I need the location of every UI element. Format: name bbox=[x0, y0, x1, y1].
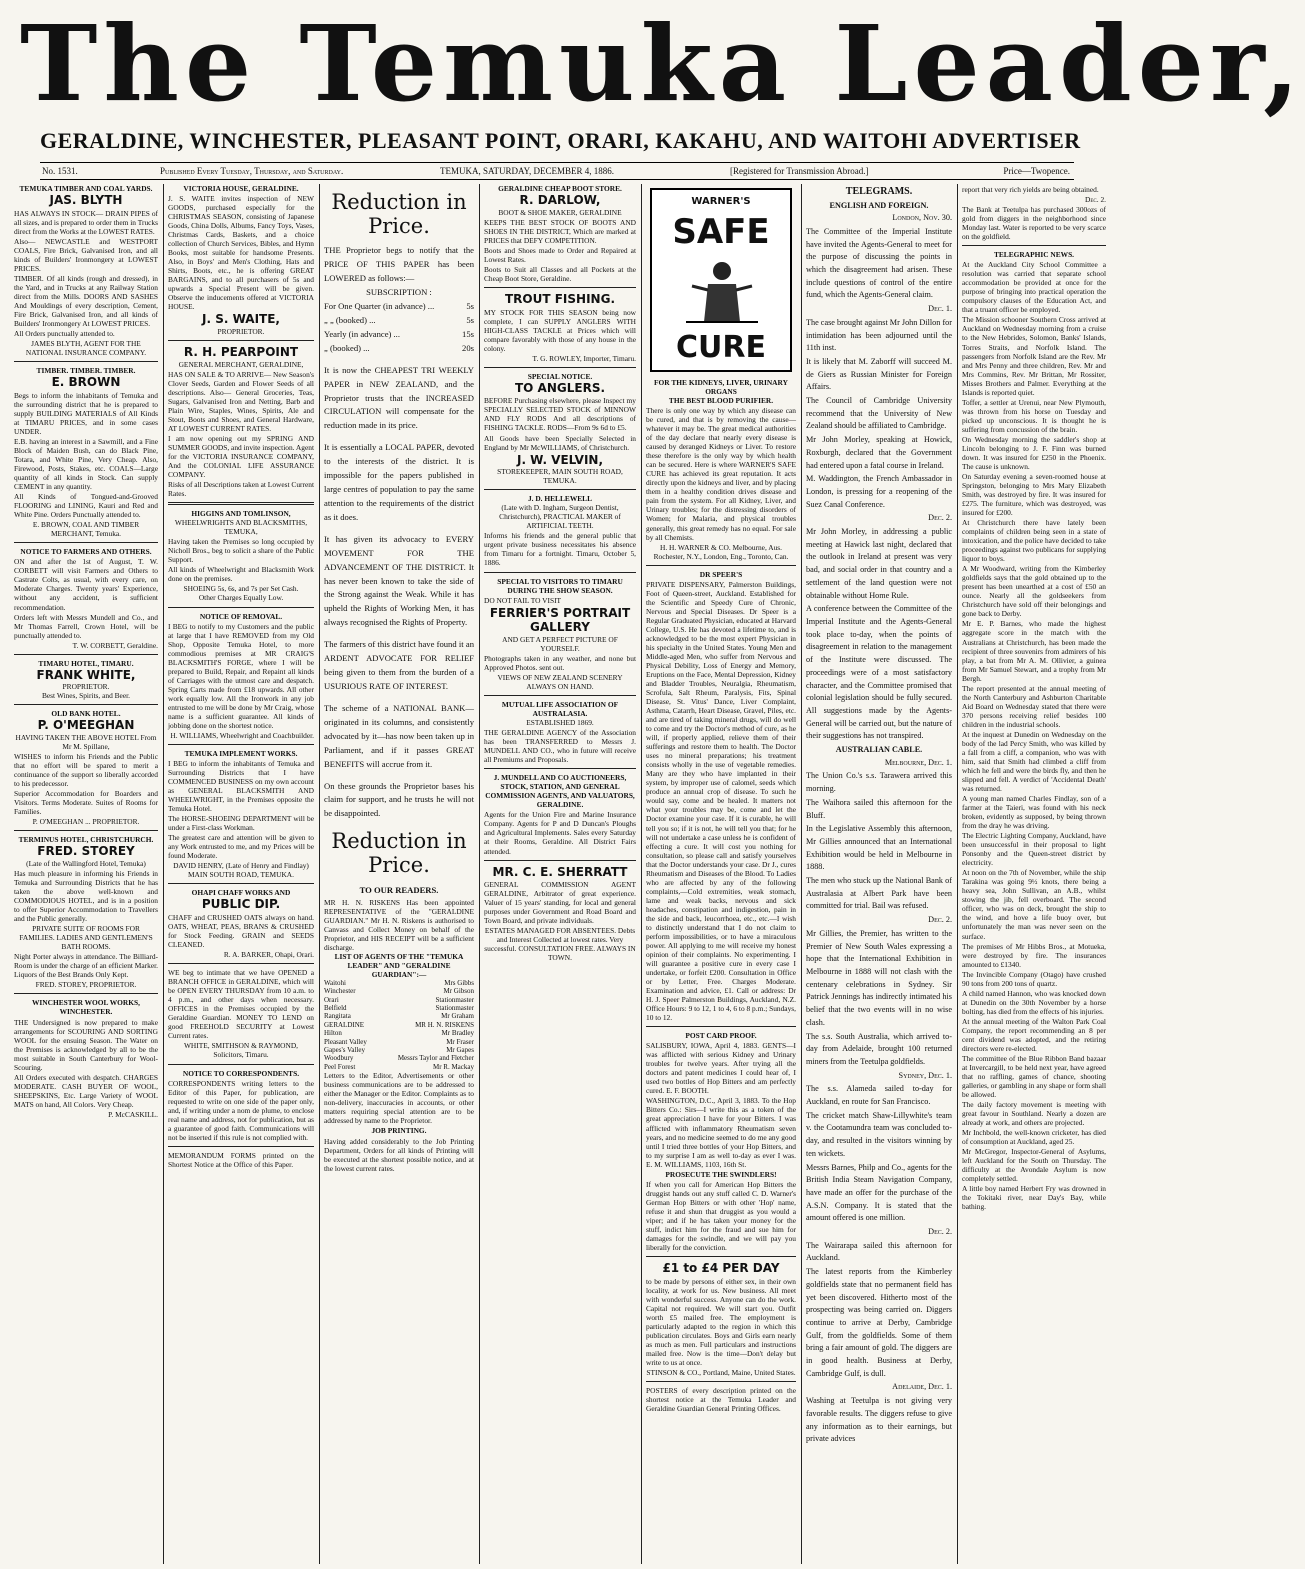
advert-heading: DR SPEER'S bbox=[699, 569, 743, 579]
advert-heading: OHAPI CHAFF WORKS AND bbox=[191, 888, 291, 898]
centered-line: JAMES BLYTH, AGENT FOR THE NATIONAL INSURANCE COMPANY. bbox=[25, 339, 147, 358]
dateline-entry: Dec. 2. bbox=[928, 1227, 952, 1237]
advert-heading: R. H. PEARPOINT bbox=[183, 345, 299, 360]
agent-name: Mr Fraser bbox=[446, 1037, 474, 1046]
paragraph: The Invincible Company (Otago) have crushed 90 tons from 200 tons of quartz. bbox=[962, 969, 1106, 988]
advert-heading: J. S. WAITE, bbox=[202, 312, 280, 327]
centered-line: GENERAL MERCHANT, GERALDINE, bbox=[178, 359, 304, 369]
column-3 bbox=[324, 184, 474, 1564]
paragraph: The Mission schooner Southern Cross arrived at Auckland on Wednesday morning from a cruise to the New Hebrides, Solomon, Banks' Islands, Torres Straits, and Norfolk Island. The passengers from Norfolk Island are the Rev. Mr and Mrs Penny and three children, Rev. Mr and Mrs Commins, Rev. Mr Brittan, Mr Rossiter, Misses Brothers and Palmer. Everything at the Islands is reported quiet. bbox=[962, 315, 1106, 397]
centered-line: AND GET A PERFECT PICTURE OF YOURSELF. bbox=[502, 634, 618, 653]
centered-line: PRIVATE SUITE OF ROOMS FOR FAMILIES. LADIES AND GENTLEMEN'S BATH ROOMS. bbox=[19, 924, 153, 952]
dateline-entry: Adelaide, Dec. 1. bbox=[892, 1382, 952, 1392]
agent-name: Mrs Gibbs bbox=[444, 978, 474, 987]
centered-line: H. H. WARNER & CO. Melbourne, Aus. Rochester, N.Y., London, Eng., Toronto, Can. bbox=[653, 542, 789, 561]
paragraph: Boots to Suit all Classes and all Pockets at the Cheap Boot Store, Geraldine. bbox=[484, 264, 636, 283]
signature-line: T. W. CORBETT, Geraldine. bbox=[72, 640, 158, 650]
rule bbox=[646, 565, 796, 566]
rule bbox=[484, 489, 636, 490]
paragraph: Mr Inchbold, the well-known cricketer, has died of consumption at Auckland, aged 25. bbox=[962, 1128, 1106, 1147]
column-5-text bbox=[646, 378, 796, 1413]
paragraph: A young man named Charles Findlay, son of a farmer at the Taieri, was found with his neck broken, evidently as supposed, by being thrown from the dray he was driving. bbox=[962, 794, 1106, 831]
rule bbox=[168, 1064, 314, 1065]
paragraph: J. S. WAITE invites inspection of NEW GOODS, purchased especially for the CHRISTMAS SEASON, consisting of Japanese Goods, China Dolls, Albums, Fancy Toys, Vases, Christmas Cards, Baskets, and a choice collection of Church Services, Bibles, and Hymn Books, most suitable for handsome Presents. Also, in Boys' and Men's Clothing, Hats and Shirts, Boots, etc., he is offering GREAT BARGAINS, and to all purchasers of 5s and upwards a Special Present will be given. Observe the inducements offered at VICTORIA HOUSE. bbox=[168, 194, 314, 312]
subscription-rates bbox=[324, 300, 474, 356]
advert-heading: TEMUKA IMPLEMENT WORKS. bbox=[184, 748, 298, 758]
advert-heading: NOTICE TO CORRESPONDENTS. bbox=[182, 1068, 300, 1078]
paragraph: WISHES to inform his Friends and the Public that no effort will be spared to merit a continuance of the support so liberally accorded to his predecessor. bbox=[14, 752, 158, 789]
signature-line: H. WILLIAMS, Wheelwright and Coachbuilder. bbox=[170, 730, 314, 740]
rule bbox=[14, 704, 158, 705]
signature-line: P. McCASKILL. bbox=[108, 1109, 158, 1119]
registration-note: [Registered for Transmission Abroad.] bbox=[730, 166, 869, 176]
rule bbox=[484, 367, 636, 368]
advert-heading: MUTUAL LIFE ASSOCIATION OF AUSTRALASIA. bbox=[501, 700, 619, 719]
agent-place: GERALDINE bbox=[324, 1020, 365, 1029]
paragraph: KEEPS THE BEST STOCK OF BOOTS AND SHOES IN THE DISTRICT, Which are marked at PRICES that DEFY COMPETITION. bbox=[484, 217, 636, 245]
advert-heading: HIGGINS AND TOMLINSON, bbox=[191, 509, 291, 519]
agent-place: Gapes's Valley bbox=[324, 1045, 365, 1054]
rule bbox=[168, 1146, 314, 1147]
column-6 bbox=[806, 184, 952, 1564]
agent-place: Hilton bbox=[324, 1029, 342, 1038]
paragraph: A conference between the Committee of the Imperial Institute and the Agents-General took place to-day, when the points of disagreement in relation to the management of the Institute were discussed. The proceedings were of a most satisfactory character, and the Committee promised that colonial legislation should be fully secured. All suggestions made by the Agents-General will be carried out, but the nature of their suggestions has not transpired. bbox=[806, 604, 952, 741]
signature-line: R. A. BARKER, Ohapi, Orari. bbox=[223, 950, 314, 960]
agent-name: Mr Gapes bbox=[446, 1045, 474, 1054]
paragraph: DO NOT FAIL TO VISIT bbox=[484, 595, 562, 605]
centered-line: SHOEING 5s, 6s, and 7s per Set Cash. bbox=[183, 584, 299, 594]
column-2 bbox=[168, 184, 314, 1564]
paragraph: The farmers of this district have found it an ARDENT ADVOCATE FOR RELIEF being given to them from the burden of a USURIOUS RATE OF INTEREST. bbox=[324, 639, 474, 692]
rule bbox=[168, 963, 314, 964]
advert-heading: E. BROWN bbox=[51, 375, 121, 390]
centered-line: PROPRIETOR. bbox=[217, 327, 265, 337]
columns bbox=[14, 184, 1106, 1564]
dateline-entry: Sydney, Dec. 1. bbox=[898, 1070, 952, 1080]
agent-name: MR H. N. RISKENS bbox=[415, 1020, 474, 1029]
paragraph: The committee of the Blue Ribbon Band bazaar at Invercargill, to be held next year, have agreed that no raffling, games of chance, shooting galleries, or gambling in any shape or form shall be allowed. bbox=[962, 1053, 1106, 1100]
paragraph: It is essentially a LOCAL PAPER, devoted to the interests of the district. It is impossible for the papers published in large centres of population to pay the same attention to the requirements of the district as it does. bbox=[324, 442, 474, 522]
rule bbox=[646, 1026, 796, 1027]
centered-line: BOOT & SHOE MAKER, GERALDINE bbox=[498, 207, 622, 217]
rule bbox=[168, 340, 314, 341]
agent-name: Mr Graham bbox=[441, 1012, 474, 1021]
paragraph: At noon on the 7th of November, while the ship Tarakina was going 9½ knots, there being a heavy sea, John Sullivan, an A.B., whilst stowing the jib, fell overboard. The second officer, who was on deck, brought the ship to the wind, and hove a life buoy over, but unfortunately the man was never seen on the surface. bbox=[962, 868, 1106, 941]
advert-heading: PROSECUTE THE SWINDLERS! bbox=[665, 1169, 777, 1179]
rule bbox=[484, 287, 636, 288]
agent-name: Mr Gibson bbox=[443, 987, 474, 996]
paragraph: MEMORANDUM FORMS printed on the Shortest Notice at the Office of this Paper. bbox=[168, 1150, 314, 1169]
advert-heading: NOTICE OF REMOVAL. bbox=[199, 611, 283, 621]
column-4 bbox=[484, 184, 636, 1564]
english-foreign-heading: ENGLISH AND FOREIGN. bbox=[829, 200, 929, 210]
centered-line: WHEELWRIGHTS AND BLACKSMITHS, TEMUKA, bbox=[174, 518, 308, 537]
agent-place: Pleasant Valley bbox=[324, 1037, 367, 1046]
agent-row bbox=[324, 1021, 474, 1029]
reduction-heading: Reduction in Price. bbox=[331, 190, 467, 239]
advert-heading: FRANK WHITE, bbox=[36, 667, 136, 682]
paragraph: CORRESPONDENTS writing letters to the Editor of this Paper, for publication, are requested to write on one side of the paper only, and, if writing under a nom de plume, to enclose real name and address, not for publication, but as a guarantee of good faith. Communications will not be inserted if this rule is not complied with. bbox=[168, 1078, 314, 1142]
paragraph: Having taken the Premises so long occupied by Nicholl Bros., beg to solicit a share of the Public Support. bbox=[168, 537, 314, 565]
agents-heading: LIST OF AGENTS OF THE "TEMUKA LEADER" AND "GERALDINE GUARDIAN":— bbox=[334, 951, 464, 979]
paragraph: SALISBURY, IOWA, April 4, 1883. GENTS—I was afflicted with serious Kidney and Urinary troubles for twelve years. After trying all the doctors and patent medicines I could hear of, I used two bottles of Hop Bitters and am perfectly cured. E. F. BOOTH. bbox=[646, 1041, 796, 1096]
rate-row bbox=[324, 342, 474, 356]
rate-row bbox=[324, 300, 474, 314]
paragraph: M. Waddington, the French Ambassador in London, is pressing for a reopening of the Suez Canal Conference. bbox=[806, 474, 952, 509]
paragraph: The HORSE-SHOEING DEPARTMENT will be under a First-class Workman. bbox=[168, 814, 314, 833]
rule bbox=[484, 860, 636, 861]
rule bbox=[14, 654, 158, 655]
centered-line: PROPRIETOR. bbox=[62, 682, 110, 692]
paragraph: Photographs taken in any weather, and none but Approved Photos. sent out. bbox=[484, 653, 636, 672]
rate-value: 20s bbox=[462, 342, 474, 353]
paragraph: Boots and Shoes made to Order and Repaired at Lowest Rates. bbox=[484, 245, 636, 264]
agent-name: Mr R. Mackay bbox=[432, 1062, 474, 1071]
paragraph: Mr John Morley, speaking at Howick, Roxburgh, declared that the Government had entered upon a fatal course in Ireland. bbox=[806, 435, 952, 470]
paragraph: Night Porter always in attendance. The Billiard-Room is under the charge of an efficient Marker. Liquors of the Best Brands Only Kept. bbox=[14, 952, 159, 980]
paragraph: E.B. having an interest in a Sawmill, and a Fine Block of Maiden Bush, can do Black Pine, Totara, and White Pine, Very Cheap. Also, Firewood, Posts, Stakes, etc. COALS—Large quantity of all kinds in Stock. Can supply CEMENT in any quantity. bbox=[14, 436, 158, 492]
rule bbox=[168, 744, 314, 745]
telegram-items bbox=[806, 212, 952, 1446]
agent-place: Orari bbox=[324, 995, 339, 1004]
paragraph: The premises of Mr Hibbs Bros., at Motueka, were destroyed by fire. The insurances amounted to £1340. bbox=[962, 941, 1106, 969]
paragraph: Begs to inform the inhabitants of Temuka and the surrounding district that he is prepared to supply BUILDING MATERIALS of All Kinds at TIMARU PRICES, and in some cases UNDER. bbox=[14, 390, 158, 436]
publication-days: Published Every Tuesday, Thursday, and Saturday. bbox=[160, 166, 344, 176]
centered-line: FRED. STOREY, PROPRIETOR. bbox=[35, 980, 137, 990]
subscription-heading: SUBSCRIPTION : bbox=[366, 287, 432, 298]
paragraph: PRIVATE DISPENSARY, Palmerston Buildings, Foot of Queen-street, Auckland. Established for the Scientific and Speedy Cure of Chronic, Nervous and Special Diseases. Dr Speer is a Regular Graduated Physician, educated at Harvard College, U.S. He has devoted a lifetime to, and is acknowledged to be the most expert Physician in his specialty in the United States. Young Men and Middle-aged Men, who suffer from Nervous and Physical Debility, Loss of Energy and Memory, Eruptions on the Face, Mental Depression, Kidney and Bladder Troubles, Neuralgia, Rheumatism, Scrofula, Salt Rheum, Paralysis, Fits, Spinal Disease, St. Vitus' Dance, Liver Complaint, Asthma, Catarrh, Heart Disease, Gravel, Piles, etc. and are tired of taking mineral drugs, will do well to come and try the Doctor's method of cure, as he will, if properly applied, relieve them of their sufferings and restore them to health. The Doctor uses no mineral preparations; his treatment consists wholly in the use of vegetable remedies. Many are they who have implanted in their system, by improper use of calomel, seeds which produce an annual crop of disease. To such he would say, come and be healed. It matters not what your troubles may be, come and let the Doctor examine your case. If it is curable, he will tell you so; if it is not, he will tell you that; for he will not undertake a case unless he is confident of effecting a cure. It will cost you nothing for consultation, so please call and satisfy yourselves that the Doctor understands your case. Dr J., cures Rheumatism and Diseases of the Blood. To Ladies who are affected by any of the following complaints,—Cold extremities, weak stomach, lame and weak backs, nervous and sick headaches, constipation and indigestion, pain in the side and back, leucorrhoea, etc., etc.—I wish to distinctly understand that I do not claim to perform impossibilities, or to have a miraculous power. All applying to me will receive my honest opinion of their complaints. No experimenting. I will guarantee a positive cure in every case I undertake, or forfeit £200. Consultation in Office or by Letter, Free. Charges Moderate. Examination and advice, £1. Call or address: Dr H. J. Speer Palmerston Buildings, Auckland, N.Z. Office Hours: 9 to 12, 1 to 4, 6 to 8 p.m.; Sundays, 10 to 12. bbox=[646, 579, 796, 1023]
agent-place: Winchester bbox=[324, 987, 356, 996]
dateline-entry: Dec. 2. bbox=[928, 915, 952, 925]
dateline bbox=[40, 162, 1074, 180]
rule bbox=[484, 572, 636, 573]
agent-place: Belfield bbox=[324, 1003, 347, 1012]
paragraph: It is now the CHEAPEST TRI WEEKLY PAPER in NEW ZEALAND, and the Proprietor trusts that the INCREASED CIRCULATION will compensate for the reduction made in its price. bbox=[324, 364, 474, 431]
paragraph: The cricket match Shaw-Lillywhite's team v. the Cootamundra team was concluded to-day, and resulted in the visitors winning by ten wickets. bbox=[806, 1110, 952, 1158]
dateline-entry: Dec. 2. bbox=[928, 513, 952, 523]
paragraph: On Wednesday morning the saddler's shop at Lincoln belonging to J. F. Finn was burned down. It was insured for £250 in the Phoenix. The cause is unknown. bbox=[962, 434, 1106, 471]
advert-heading: JAS. BLYTH bbox=[49, 193, 123, 208]
reduction-heading-2: Reduction in Price. bbox=[331, 829, 467, 878]
paragraph: Mr John Morley, in addressing a public meeting at Hawick last night, declared that the outlook in Ireland at present was very bad, and social order in that country and a settlement of the land question were not obtainable without Home Rule. bbox=[806, 527, 952, 600]
agent-place: Waitohi bbox=[324, 978, 346, 987]
column-5 bbox=[646, 184, 796, 1564]
safe-cure-top: WARNER'S bbox=[691, 196, 751, 207]
paragraph: A little boy named Herbert Fry was drowned in the Tokitaki river, near Day's Bay, while bathing. bbox=[962, 1184, 1106, 1212]
agent-row bbox=[324, 996, 474, 1004]
paragraph: At the annual meeting of the Walton Park Coal Company, the report recommending an 8 per cent dividend was adopted, and the retiring directors were re-elected. bbox=[962, 1016, 1106, 1053]
paragraph: The report presented at the annual meeting of the North Canterbury and Ashburton Charitable Aid Board on Wednesday stated that there were 370 persons receiving relief besides 100 children in the industrial schools. bbox=[962, 683, 1106, 729]
paragraph: The Union Co.'s s.s. Tarawera arrived this morning. bbox=[806, 771, 952, 794]
agent-row bbox=[324, 1012, 474, 1020]
agent-row bbox=[324, 979, 474, 987]
paragraph: At the inquest at Dunedin on Wednesday on the body of the lad Percy Smith, who was killed by a fall from a cliff, a companion, who was with him, said that Smith had climbed a cliff from which he fell and were the birds fly, and then he slipped and fell. A verdict of 'Accidental Death' was returned. bbox=[962, 729, 1106, 793]
rate-row bbox=[324, 314, 474, 328]
paragraph: The Electric Lighting Company, Auckland, have been unsuccessful in their proposal to light Ponsonby and the Queen-street district by electricity. bbox=[962, 831, 1106, 868]
agent-row bbox=[324, 1046, 474, 1054]
agent-place: Woodbury bbox=[324, 1054, 354, 1063]
paragraph: The Bank at Teetulpa has purchased 300ozs of gold from diggers in the neighborhood since Monday last. Water is reported to be very scarce on the goldfield. bbox=[962, 205, 1106, 242]
paragraph: THE Undersigned is now prepared to make arrangements for SCOURING AND SORTING WOOL for the ensuing Season. The Water on the Premises is acknowledged by all to be the most suitable in South Canterbury for Wool-Scouring. bbox=[14, 1017, 158, 1072]
paragraph: Washing at Teetulpa is not giving very favorable results. The diggers refuse to give any information as to their earnings, but private advices bbox=[806, 1396, 952, 1444]
rate-label: „ „ (booked) ... bbox=[324, 314, 376, 325]
paragraph: The s.s. South Australia, which arrived to-day from Adelaide, brought 100 returned miners from the Teetulpa goldfields. bbox=[806, 1031, 952, 1066]
rule bbox=[14, 830, 158, 831]
paragraph: On Saturday evening a seven-roomed house at Springston, belonging to Mrs Mary Elizabeth Smith, was destroyed by fire. It was insured for £275. The furniture, which was destroyed, was insured for £200. bbox=[962, 471, 1106, 518]
centered-line: E. BROWN, COAL AND TIMBER MERCHANT, Temuka. bbox=[32, 520, 140, 539]
paragraph: Risks of all Descriptions taken at Lowest Current Rates. bbox=[168, 480, 314, 499]
paragraph: Mr Gillies, the Premier, has written to the Premier of New South Wales expressing a hope that the International Exhibition in Melbourne in 1888 will not clash with the centenary celebrations in Sydney. Sir Patrick Jennings has indirectly intimated his belief that the two events will in no wise clash. bbox=[806, 928, 952, 1027]
job-printing-text: Having added considerably to the Job Printing Department, Orders for all kinds of Printing will be executed at the shortest possible notice, and at the lowest current rates. bbox=[324, 1137, 474, 1174]
advert-heading: TROUT FISHING. bbox=[505, 291, 615, 306]
signature-line: T. G. ROWLEY, Importer, Timaru. bbox=[532, 353, 636, 363]
paragraph: Agents for the Union Fire and Marine Insurance Company. Agents for P and D Duncan's Ploughs and Agricultural Implements. Sales every Saturday at their Rooms, Geraldine. All District Fairs attended. bbox=[484, 810, 636, 856]
rule bbox=[646, 1381, 796, 1382]
rule bbox=[484, 768, 636, 769]
rate-value: 5s bbox=[466, 300, 474, 311]
newspaper-subtitle: GERALDINE, WINCHESTER, PLEASANT POINT, ORARI, KAKAHU, AND WAITOHI ADVERTISER bbox=[40, 128, 1081, 153]
agent-place: Rangitata bbox=[324, 1012, 351, 1021]
centered-line: STINSON & CO., Portland, Maine, United States. bbox=[646, 1367, 796, 1377]
centered-line: Other Charges Equally Low. bbox=[198, 593, 284, 603]
paragraph: MY STOCK FOR THIS SEASON being now complete, I can SUPPLY ANGLERS WITH HIGH-CLASS TACKLE at Prices which will compare favorably with those of any house in the colony. bbox=[484, 307, 636, 353]
rule bbox=[14, 542, 158, 543]
newspaper-title: The Temuka Leader, bbox=[20, 2, 1305, 125]
advert-heading: TIMARU HOTEL, TIMARU. bbox=[38, 658, 134, 668]
dateline-entry: Melbourne, Dec. 1. bbox=[884, 757, 952, 767]
advert-heading: NOTICE TO FARMERS AND OTHERS. bbox=[20, 547, 152, 557]
agents-table bbox=[324, 979, 474, 1071]
paragraph: The s.s. Alameda sailed to-day for Auckland, en route for San Francisco. bbox=[806, 1084, 952, 1107]
paragraph: WASHINGTON, D.C., April 3, 1883. To the Hop Bitters Co.: Sirs—I write this as a token of the great appreciation I have for your Bitters. I was afflicted with inflammatory Rheumatism seven years, and no medicine seemed to do me any good until I tried three bottles of your Hop Bitters, and to my surprise I am as well to-day as ever I was. E. M. WILLIAMS, 1103, 16th St. bbox=[646, 1096, 796, 1169]
paragraph: Informs his friends and the general public that urgent private business necessitates his absence from Timaru for a fortnight. Timaru, October 5, 1886. bbox=[484, 531, 636, 568]
safe-cure-advert-image bbox=[650, 188, 792, 372]
reduction-intro: THE Proprietor begs to notify that the PRICE OF THIS PAPER has been LOWERED as follows:— bbox=[324, 245, 474, 284]
paragraph: I am now opening out my SPRING AND SUMMER GOODS, and invite inspection. Agent for the VICTORIA INSURANCE COMPANY, And the COLONIAL LIFE ASSURANCE COMPANY. bbox=[168, 433, 314, 480]
telegrams-heading: TELEGRAMS. bbox=[845, 186, 913, 197]
paragraph: It has given its advocacy to EVERY MOVEMENT FOR THE ADVANCEMENT OF THE DISTRICT. It has never been known to take the side of the Strong against the Weak. While it has upheld the Rights of Working Men, it has always recognised the Rights of Property. bbox=[324, 533, 474, 628]
safe-cure-bot: CURE bbox=[676, 330, 766, 365]
advert-heading: J. W. VELVIN, bbox=[516, 452, 604, 467]
paragraph: to be made by persons of either sex, in their own locality, at work for us. New business. All meet with wonderful success. Anyone can do the work. Capital not required. We will start you. Outfit worth £5 mailed free. The employment is particularly adapted to the region in which this publication circulates. Boys and Girls earn nearly as much as men. Full particulars and instructions mailed free. Now is the time—Don't delay but write to us at once. bbox=[646, 1276, 796, 1367]
paragraph: On these grounds the Proprietor bases his claim for support, and he trusts he will not be disappointed. bbox=[324, 780, 474, 819]
paragraph: A child named Hannon, who was knocked down at Dunedin on the 30th November by a horse bolting, has died from the effects of his injuries. bbox=[962, 988, 1106, 1016]
rule bbox=[484, 695, 636, 696]
agent-name: Mr Bradley bbox=[441, 1029, 474, 1038]
issue-number: No. 1531. bbox=[42, 166, 78, 176]
rule bbox=[14, 361, 158, 362]
rule bbox=[168, 607, 314, 608]
paragraph: WE beg to intimate that we have OPENED a BRANCH OFFICE in GERALDINE, which will be OPEN EVERY THURSDAY from 10 a.m. to 4 p.m., and other days when necessary. OFFICES in the Premises occupied by the Geraldine Guardian. MONEY TO LEND on good FREEHOLD SECURITY at Lowest Current rates. bbox=[168, 968, 314, 1041]
paragraph: A Mr Woodward, writing from the Kimberley goldfields says that the gold obtained up to the present has been unearthed at a cost of £50 an ounce. Nearly all the goldseekers from Christchurch have sold off their belongings and gone back to Derby. bbox=[962, 564, 1106, 619]
paragraph: All kinds of Wheelwright and Blacksmith Work done on the premises. bbox=[168, 565, 314, 584]
paragraph: In the Legislative Assembly this afternoon, Mr Gillies announced that an International Exhibition would be held in Melbourne in 1888. bbox=[806, 824, 952, 872]
agent-row bbox=[324, 1038, 474, 1046]
rule bbox=[168, 502, 314, 505]
agent-row bbox=[324, 1054, 474, 1062]
paragraph: Has much pleasure in informing his Friends in Temuka and Surrounding Districts that he has taken the above well-known and COMMODIOUS HOTEL, and is in a position to offer Superior Accommodation to Travellers and the Public generally. bbox=[14, 869, 158, 924]
advert-heading: VICTORIA HOUSE, GERALDINE. bbox=[183, 184, 299, 193]
paragraph: GENERAL COMMISSION AGENT GERALDINE, Arbitrator of great experience. Valuer of 15 years' standing, for local and general purposes under Government and Road Board and Town Board, and private individuals. bbox=[484, 880, 636, 926]
paragraph: Also— NEWCASTLE and WESTPORT COALS, Fire Brick, Galvanised Iron, and all kinds of Builders' Ironmongery at LOWEST PRICES. bbox=[14, 236, 158, 273]
paragraph: The daily factory movement is meeting with great favour in Southland. Nearly a dozen are already at work, and others are projected. bbox=[962, 1100, 1106, 1128]
paragraph: Messrs Barnes, Philp and Co., agents for the British India Steam Navigation Company, have made an offer for the purchase of the A.S.N. Company. It is stated that the amount offered is one million. bbox=[806, 1162, 952, 1223]
agent-name: Messrs Taylor and Fletcher bbox=[397, 1054, 474, 1063]
dateline-entry: London, Nov. 30. bbox=[892, 213, 952, 223]
advert-heading: OLD BANK HOTEL. bbox=[51, 709, 121, 719]
advert-heading: TIMBER. TIMBER. TIMBER. bbox=[36, 366, 136, 376]
paragraph: The case brought against Mr John Dillon for intimidation has been adjourned until the 11th inst. bbox=[806, 317, 952, 353]
rate-value: 15s bbox=[462, 328, 474, 339]
advert-heading: FOR THE KIDNEYS, LIVER, URINARY ORGANS bbox=[654, 378, 788, 397]
advert-heading: AUSTRALIAN CABLE. bbox=[835, 745, 923, 755]
paragraph: All Orders executed with despatch. CHARGES MODERATE. CASH BUYER OF WOOL, SHEEPSKINS, Etc. Large Variety of WOOL MATS on hand, All Colors. Very Cheap. bbox=[14, 1072, 158, 1109]
column-1 bbox=[14, 184, 158, 1564]
dateline-entry: Dec. 2. bbox=[1085, 195, 1106, 205]
paragraph: There is only one way by which any disease can be cured, and that is by removing the cause—whatever it may be. The great medical authorities of the day declare that nearly every disease is caused by deranged Kidneys or Liver. To restore these therefore is the only way by which health can be secured. Here is where WARNER'S SAFE CURE has achieved its great reputation. It acts directly upon the kidneys and liver, and by placing them in a healthy condition drives disease and pain from the system. For all Kidney, Liver, and Urinary troubles; for the distressing disorders of Women; for Malaria, and physical troubles generally, this great remedy has no equal. For sale by all Chemists. bbox=[646, 406, 796, 542]
paragraph: THE GERALDINE AGENCY of the Association has been TRANSFERRED to Messrs J. MUNDELL AND CO., who in future will receive all Premiums and Proposals. bbox=[484, 728, 636, 765]
paragraph: All Kinds of Tongued-and-Grooved FLOORING and LINING, Kauri and Red and White Pine. Orders Punctually attended to. bbox=[14, 492, 158, 520]
paragraph: At the Auckland City School Committee a resolution was carried that separate school accommodation be provided at once for the purpose of bringing into practical operation the compulsory clauses of the Education Act, and that a truant officer be employed. bbox=[962, 260, 1106, 315]
advert-heading: TEMUKA TIMBER AND COAL YARDS. bbox=[19, 184, 153, 193]
centered-line: VIEWS OF NEW ZEALAND SCENERY ALWAYS ON HAND. bbox=[497, 672, 623, 691]
centered-line: HAVING TAKEN THE ABOVE HOTEL From Mr M. Spillane, bbox=[15, 733, 157, 752]
rate-row bbox=[324, 328, 474, 342]
centered-line: (Late with D. Ingham, Surgeon Dentist, Christchurch), PRACTICAL MAKER of ARTIFICIAL TEETH. bbox=[499, 503, 621, 531]
paragraph: All Orders punctually attended to. bbox=[14, 329, 115, 339]
paragraph: I BEG to inform the inhabitants of Temuka and Surrounding Districts that I have COMMENCED BUSINESS on my own account as GENERAL BLACKSMITH AND WHEELWRIGHT, in the Premises opposite the Temuka Hotel. bbox=[168, 758, 314, 814]
dateline-entry: Dec. 1. bbox=[928, 304, 952, 314]
rule bbox=[168, 883, 314, 884]
advert-heading: TO ANGLERS. bbox=[514, 380, 606, 395]
advert-heading: R. DARLOW, bbox=[519, 193, 601, 208]
paragraph: The Council of Cambridge University recommend that the University of New Zealand should be affiliated to Cambridge. bbox=[806, 396, 952, 431]
price: Price—Twopence. bbox=[1003, 166, 1070, 176]
advert-heading: J. MUNDELL AND CO AUCTIONEERS, STOCK, STATION, AND GENERAL COMMISSION AGENTS, AND VALUATORS, GERALDINE. bbox=[485, 773, 635, 810]
paragraph: ON and after the 1st of August, T. W. CORBETT will visit Farmers and Others to Castrate Colts, as usual, with every care, on Moderate Charges. Twenty years' Experience, without any accident, is sufficient recommendation. bbox=[14, 557, 158, 612]
paragraph: CHAFF and CRUSHED OATS always on hand. OATS, WHEAT, PEAS, BRANS & CRUSHED for Stock Feeding. GRAIN and SEEDS CLEANED. bbox=[168, 913, 314, 950]
paragraph: The latest reports from the Kimberley goldfields state that no permanent field has yet been discovered. Hitherto most of the prospecting was being carried on. Diggers continue to arrive at Derby, Cambridge Gulf, from the goldfields. Some of them bring a fair amount of gold. The diggers are in good health. Business at Derby, Cambridge Gulf, is dull. bbox=[806, 1267, 952, 1378]
advert-heading: POST CARD PROOF. bbox=[685, 1031, 757, 1041]
paragraph: Toffer, a settler at Urenui, near New Plymouth, was thrown from his horse on Tuesday and picked up unconscious. It is thought he is suffering from concussion of the brain. bbox=[962, 397, 1106, 434]
paragraph: The greatest care and attention will be given to any Work entrusted to me, and my Prices will be found Moderate. bbox=[168, 833, 314, 861]
letters-notice: Letters to the Editor, Advertisements or other business communications are to be addressed to either the Manager or the Editor. Complaints as to non-delivery, inaccuracies in accounts, or other matters requiring special attention are to be addressed by name to the Proprietor. bbox=[324, 1071, 474, 1126]
paragraph: The scheme of a NATIONAL BANK—originated in its columns, and consistently advocated by it—has now been taken up in Parliament, and if it passes GREAT BENEFITS will accrue from it. bbox=[324, 702, 474, 769]
advert-heading: FERRIER'S PORTRAIT GALLERY bbox=[489, 605, 631, 635]
centered-line: DAVID HENRY, (Late of Henry and Findlay) MAIN SOUTH ROAD, TEMUKA. bbox=[173, 861, 309, 880]
advert-heading: PUBLIC DIP. bbox=[201, 897, 281, 912]
agent-row bbox=[324, 1063, 474, 1071]
agent-row bbox=[324, 1029, 474, 1037]
rate-label: „ (booked) ... bbox=[324, 342, 370, 353]
masthead bbox=[0, 0, 1305, 178]
advert-heading: THE BEST BLOOD PURIFIER. bbox=[668, 396, 774, 406]
agent-row bbox=[324, 1004, 474, 1012]
paragraph: HAS ON SALE & TO ARRIVE— New Season's Clover Seeds, Garden and Flower Seeds of all descriptions. Also— General Groceries, Teas, Sugars, Galvanised Iron and Netting, Barb and Plain Wire, Staples, Wines, Spirits, Ale and Stout, Boots and Shoes, and General Hardware, AT LOWEST CURRENT RATES. bbox=[168, 369, 314, 433]
advert-heading: TERMINUS HOTEL, CHRISTCHURCH. bbox=[18, 835, 154, 845]
advert-heading: J. D. HELLEWELL bbox=[527, 494, 593, 504]
paragraph: It is likely that M. Zaborff will succeed M. de Giers as Russian Minister for Foreign Affairs. bbox=[806, 356, 952, 392]
advert-heading: £1 to £4 PER DAY bbox=[662, 1260, 780, 1275]
agent-row bbox=[324, 987, 474, 995]
paragraph: Mr E. P. Barnes, who made the highest aggregate score in the match with the Australians at Christchurch, has been made the recipient of three souvenirs from admirers of his play, a bat from Mr A. M. Ollivier, a guinea from Mr Samuel Stewart, and a trophy from Mr Bergh. bbox=[962, 619, 1106, 683]
paragraph: The Committee of the Imperial Institute have invited the Agents-General to meet for the purpose of discussing the points in which the disagreement had arisen. These include questions of control of the entire fund, which the Agents-General claim. bbox=[806, 226, 952, 300]
advert-heading: GERALDINE CHEAP BOOT STORE. bbox=[498, 184, 622, 193]
centered-line: Best Wines, Spirits, and Beer. bbox=[41, 691, 131, 701]
rate-label: For One Quarter (in advance) ... bbox=[324, 300, 435, 311]
advert-heading: MR. C. E. SHERRATT bbox=[492, 864, 628, 879]
paragraph: The Wairarapa sailed this afternoon for Auckland. bbox=[806, 1240, 952, 1263]
centered-line: P. O'MEEGHAN ... PROPRIETOR. bbox=[32, 817, 140, 827]
rule bbox=[646, 1256, 796, 1257]
paragraph: POSTERS of every description printed on the shortest notice at the Temuka Leader and Geraldine Guardian General Printing Offices. bbox=[646, 1385, 796, 1413]
advert-heading: P. O'MEEGHAN bbox=[37, 718, 135, 733]
paragraph: At Christchurch there have lately been complaints of children being seen in a state of intoxication, and the police have decided to take proceedings against two publicans for supplying liquor to boys. bbox=[962, 518, 1106, 564]
centered-line: WHITE, SMITHSON & RAYMOND, Solicitors, Timaru. bbox=[183, 1041, 299, 1060]
centered-line: (Late of the Wallingford Hotel, Temuka) bbox=[26, 859, 146, 868]
rate-value: 5s bbox=[466, 314, 474, 325]
paragraph: report that very rich yields are being obtained. bbox=[962, 185, 1099, 194]
rule bbox=[14, 993, 158, 994]
job-printing-heading: JOB PRINTING. bbox=[371, 1126, 427, 1136]
readers-heading: TO OUR READERS. bbox=[359, 884, 439, 895]
issue-date: TEMUKA, SATURDAY, DECEMBER 4, 1886. bbox=[440, 166, 615, 176]
paragraph: BEFORE Purchasing elsewhere, please Inspect my SPECIALLY SELECTED STOCK of MINNOW AND FLY RODS And all descriptions of FISHING TACKLE. RODS—From 9s 6d to £5. bbox=[484, 396, 636, 433]
readers-text: MR H. N. RISKENS Has been appointed REPRESENTATIVE of the "GERALDINE GUARDIAN." Mr H. N. Riskens is authorised to Canvass and Collect Money on behalf of the Proprietor, and HIS RECEIPT will be a sufficient discharge. bbox=[324, 897, 474, 952]
paragraph: If when you call for American Hop Bitters the druggist hands out any stuff called C. D. Warner's German Hop Bitters or with other 'Hop' name, refuse it and shun that druggist as you would a viper; and if he has taken your money for the stuff, indict him for the fraud and sue him for damages for the swindle, and we will pay you liberally for the conviction. bbox=[646, 1179, 796, 1252]
figure-illustration bbox=[682, 256, 762, 326]
paragraph: TIMBER. Of all kinds (rough and dressed), in the Yard, and in Trucks at any Railway Station direct from the Mills. DOORS AND SASHES And Mouldings of every description, Cement, Fire Brick, Galvanised Iron, and all kinds of Builders' Ironmongery At LOWEST PRICES. bbox=[14, 273, 158, 329]
paragraph: All Goods have been Specially Selected in England by Mr McWILLIAMS, of Christchurch. bbox=[484, 433, 636, 452]
advert-heading: TELEGRAPHIC NEWS. bbox=[993, 250, 1075, 260]
paragraph: The men who stuck up the National Bank of Australasia at Albert Park have been committed for trial. Bail was refused. bbox=[806, 876, 952, 911]
agent-name: Stationmaster bbox=[435, 995, 474, 1004]
advert-heading: SPECIAL NOTICE. bbox=[527, 371, 593, 381]
advert-heading: SPECIAL TO VISITORS TO TIMARU DURING THE SHOW SEASON. bbox=[497, 576, 623, 595]
safe-cure-mid: SAFE bbox=[672, 212, 770, 252]
agent-name: Stationmaster bbox=[435, 1003, 474, 1012]
paragraph: Superior Accommodation for Boarders and Visitors. Terms Moderate. Suites of Rooms for Families. bbox=[14, 789, 158, 817]
advert-heading: WINCHESTER WOOL WORKS, WINCHESTER. bbox=[32, 998, 140, 1017]
paragraph: Orders left with Messrs Mundell and Co., and Mr Thomas Farrell, Crown Hotel, will be punctually attended to. bbox=[14, 612, 158, 640]
centered-line: ESTABLISHED 1869. bbox=[526, 718, 594, 728]
rate-label: Yearly (in advance) ... bbox=[324, 328, 400, 339]
paragraph: HAS ALWAYS IN STOCK— DRAIN PIPES of all sizes, and is prepared to order them in Trucks direct from the Works at the LOWEST RATES. bbox=[14, 208, 158, 236]
rule bbox=[962, 245, 1106, 246]
centered-line: ESTATES MANAGED FOR ABSENTEES. Debts and Interest Collected at lowest rates. Very successful. CONSULTATION FREE. ALWAYS IN TOWN. bbox=[484, 926, 636, 963]
centered-line: STOREKEEPER, MAIN SOUTH ROAD, TEMUKA. bbox=[497, 467, 623, 486]
reduction-paragraphs bbox=[324, 364, 474, 822]
paragraph: Mr McGregor, Inspector-General of Asylums, left Auckland for the South on Thursday. The difficulty at the Avondale Asylum is now completely settled. bbox=[962, 1147, 1106, 1184]
column-7 bbox=[962, 184, 1106, 1564]
paragraph: The Waihora sailed this afternoon for the Bluff. bbox=[806, 797, 952, 820]
agent-place: Peel Forest bbox=[324, 1062, 356, 1071]
paragraph: I BEG to notify to my Customers and the public at large that I have REMOVED from my Old Shop, Opposite Temuka Hotel, to more commodious premises at MR CRAIG'S BLACKSMITH'S FORGE, where I will be prepared to Build, Repair, and Repaint all kinds of Carriages with the utmost care and despatch. Spring Carts made from £18 upwards. All other work equally low. All the Ironwork in any job entrusted to me will be done by Mr Craig, whose name is a sufficient guarantee. All kinds of jobbing done on the shortest notice. bbox=[168, 621, 314, 730]
advert-heading: FRED. STOREY bbox=[37, 844, 135, 859]
